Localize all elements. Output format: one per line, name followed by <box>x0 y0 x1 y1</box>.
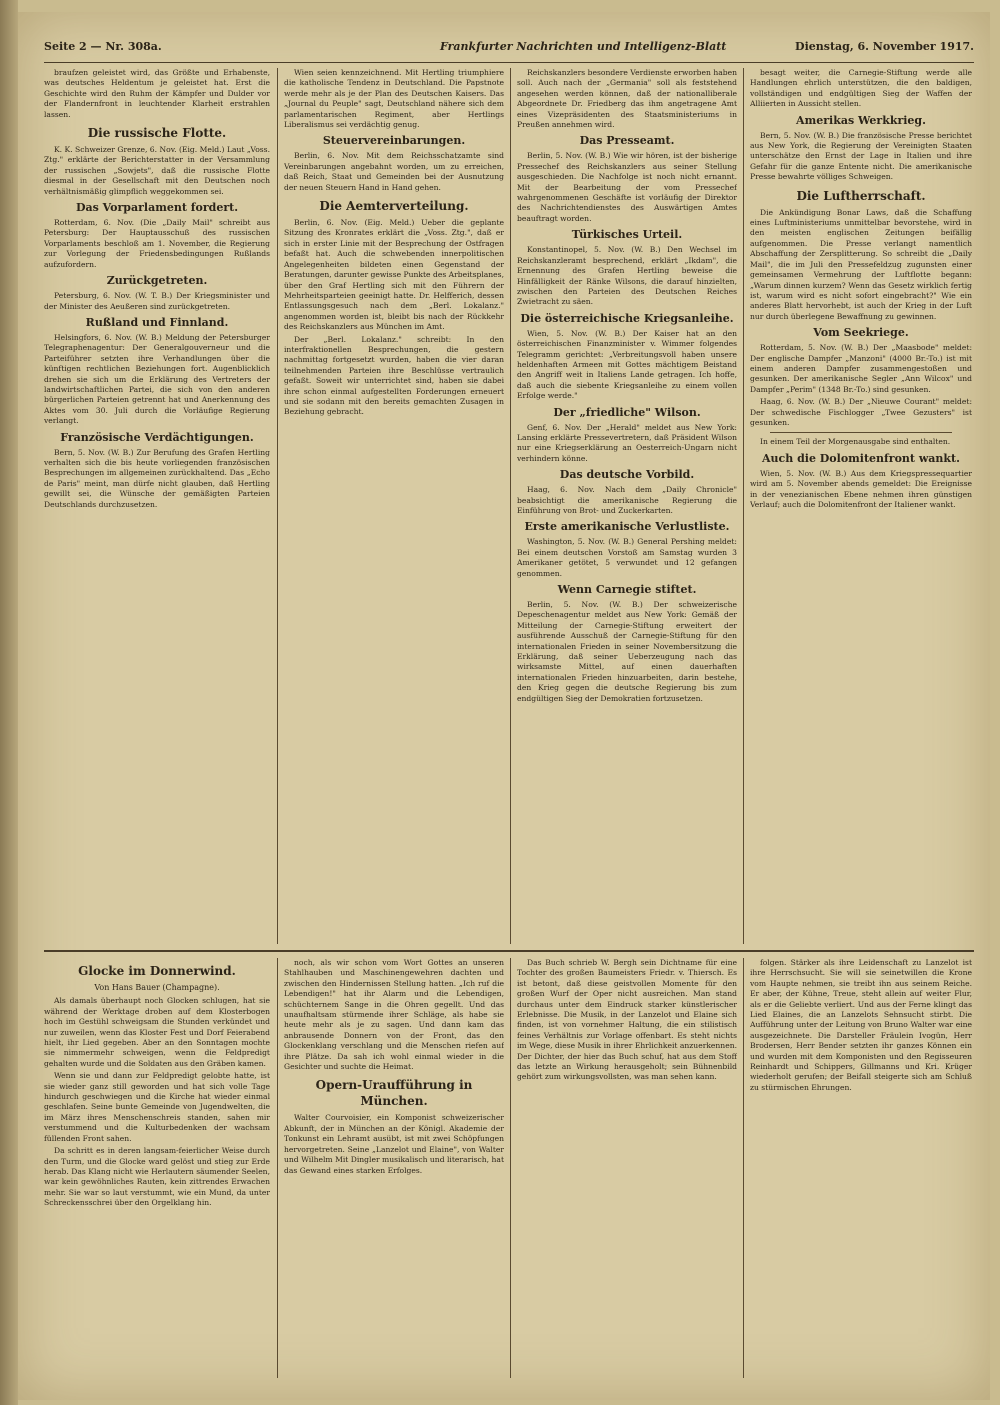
article-luftherrschaft: Die Ankündigung Bonar Laws, daß die Schaffung eines Luftministeriums unmittelbar bevorstehe, wird in den meisten englischen Zeitungen beifällig aufgenommen. Die Presse verlangt namentlich Abschaffung der Zersplitterung. So schreibt die „Daily Mail", die im Juli den Pressefeldzug zugunsten einer gemeinsamen Vermehrung der Luftflotte begann: „Warum dinnen kurzem? Wenn das Gesetz wirklich fertig ist, warum wird es nicht sofort eingebracht?" Wie ein anderes Blatt hervorhebt, ist auch der Krieg in der Luft nur durch überlegene Bewaffnung zu gewinnen. <box>750 207 972 321</box>
page-header <box>44 40 974 60</box>
column-3 <box>517 68 737 944</box>
col1-intro: braufzen geleistet wird, das Größte und Erhabenste, was deutsches Heldentum je geleistet hat. Erst die Geschichte wird den Ruhm der Kämpfer und Dulder vor der Flandernfront in leuchtender Klarheit erstrahlen lassen. <box>44 68 270 119</box>
feuilleton-column-2 <box>284 958 504 1378</box>
article-aemterverteilung-2: Der „Berl. Lokalanz." schreibt: In den interfraktionellen Besprechungen, die gestern nachmittag fortgesetzt wurden, haben die vier daran teilnehmenden Parteien ihre Beschlüsse vertraulich gefaßt. Soweit wir unterrichtet sind, haben sie dabei ihre schon einmal aufgestellten Forderungen erneuert und sie sodann mit den bereits gemachten Zusagen in Beziehung gebracht. <box>284 334 504 417</box>
article-seekrieg: Rotterdam, 5. Nov. (W. B.) Der „Maasbode" meldet: Der englische Dampfer „Manzoni" (4000 Br.-To.) ist mit einem anderen Dampfer zusammengestoßen und gesunken. Der amerikanische Segler „Ann Wilcox" und Dampfer „Perim" (1348 Br.-To.) sind gesunken. <box>750 343 972 394</box>
headline-carnegie: Wenn Carnegie stiftet. <box>557 583 697 597</box>
column-2 <box>284 68 504 944</box>
headline-finnland: Rußland und Finnland. <box>85 315 229 329</box>
feuilleton-rule <box>44 950 974 952</box>
article-kriegsanleihe: Wien, 5. Nov. (W. B.) Der Kaiser hat an den österreichischen Finanzminister v. Wimmer folgendes Telegramm gerichtet: „Verbreitungsvoll haben unsere heldenhaften Armeen mit Gottes mächtigem Beistand den Angriff weit in Italiens Lande getragen. Ich hoffe, daß auch die siebente Kriegsanleihe zu einem vollen Erfolge werde." <box>517 328 737 401</box>
headline-oper: Opern-Uraufführung in München. <box>315 1078 473 1109</box>
article-oper: Walter Courvoisier, ein Komponist schweizerischer Abkunft, der in München an der Königl. Akademie der Tonkunst ein Lehramt ausübt, ist mit zwei Schöpfungen hervorgetreten. Seine „Lanzelot und Elaine", von Walter und Wilhelm Mit Dingler musikalisch und literarisch, hat das Gewand eines starken Erfolges. <box>284 1113 504 1175</box>
headline-kriegsanleihe: Die österreichische Kriegsanleihe. <box>520 311 734 325</box>
section-divider <box>770 432 952 433</box>
header-rule <box>44 62 974 63</box>
article-aemterverteilung: Berlin, 6. Nov. (Eig. Meld.) Ueber die geplante Sitzung des Kronrates erklärt die „Voss. Ztg.", daß er sich in erster Linie mit der Besprechung der Ostfragen befaßt hat. Auch die schwebenden innerpolitischen Angelegenheiten bildeten einen Gegenstand der Beratungen, darunter gewisse Punkte des Arbeitsplanes, über den Graf Hertling sich mit den Führern der Mehrheitsparteien geeinigt hatte. Dr. Helfferich, dessen Entlassungsgesuch nach dem „Berl. Lokalanz." angenommen worden ist, bleibt bis nach der Rückkehr des Reichskanzlers aus München im Amt. <box>284 218 504 332</box>
headline-vorparlament: Das Vorparlament fordert. <box>75 201 239 215</box>
feuilleton-col4: folgen. Stärker als ihre Leidenschaft zu Lanzelot ist ihre Herrschsucht. Sie will sie seinetwillen die Krone vom Haupte nehmen, sie treibt ihn aus seinem Reiche. Er aber, der Kühne, Treue, steht allein auf weiter Flur, als er die Geliebte verliert. Und aus der Ferne klingt das Lied Elaines, die an Lanzelots Sehnsucht stirbt. Die Aufführung unter der Leitung von Bruno Walter war eine ausgezeichnete. Die Darsteller Fräulein Ivogün, Herr Brodersen, Herr Bender setzten ihr ganzes Können ein und wurden mit dem Komponisten und den Regisseuren Reinhardt und Schippers, Gillmanns und Kri. Krüger wiederholt gerufen; der Beifall steigerte sich am Schluß zu stürmischen Ehrungen. <box>750 958 972 1092</box>
column-divider <box>510 958 511 1378</box>
headline-dolomiten: Auch die Dolomitenfront wankt. <box>762 451 960 465</box>
column-divider <box>277 68 278 944</box>
headline-tuerkisches-urteil: Türkisches Urteil. <box>571 228 683 242</box>
article-vorparlament: Rotterdam, 6. Nov. (Die „Daily Mail" schreibt aus Petersburg: Der Hauptausschuß des russischen Vorparlaments beschloß am 1. November, die Regierung zur Vorlegung der Friedensbedingungen Rußlands aufzufordern. <box>44 218 270 269</box>
headline-glocke: Glocke im Donnerwind. <box>78 964 236 978</box>
headline-presseamt: Das Presseamt. <box>579 134 675 148</box>
headline-russian-fleet: Die russische Flotte. <box>87 126 227 141</box>
column-4 <box>750 68 972 944</box>
page-binding <box>0 0 18 1405</box>
column-divider <box>277 958 278 1378</box>
feuilleton-column-4 <box>750 958 972 1378</box>
article-zurueckgetreten: Petersburg, 6. Nov. (W. T. B.) Der Kriegsminister und der Minister des Aeußeren sind zurückgetreten. <box>44 291 270 311</box>
feuilleton-col2: noch, als wir schon vom Wort Gottes an unseren Stahlhauben und Maschinengewehren dachten und zwischen den Hindernissen Stellung hatten. „Ich ruf die Lebendigen!" hat ihr Alarm und die Lebendigen, schüchternem Sange in die Ohren gegellt. Und das unaufhaltsam stürmende ihrer Schläge, als habe sie heute mehr als je zu sagen. Und dann kam das anbrausende Donnern von der Front, das den Glockenklang verschlang und die Menschen riefen auf ihre Plätze. Da sah ich wohl einmal wieder in die Gesichter und suchte die Heimat. <box>284 958 504 1072</box>
headline-vorbild: Das deutsche Vorbild. <box>559 468 695 482</box>
headline-verdaechtigungen: Französische Verdächtigungen. <box>60 430 254 444</box>
col2-intro: Wien seien kennzeichnend. Mit Hertling triumphiere die katholische Tendenz in Deutschland. Die Papstnote werde mehr als je der Plan des Deutschen Kaisers. Das „Journal du Peuple" sagt, Deutschland nähere sich dem parlamentarischen Regiment, aber Hertlings Liberalismus sei verdächtig genug. <box>284 68 504 130</box>
feuilleton-col3: Das Buch schrieb W. Bergh sein Dichtname für eine Tochter des großen Baumeisters Friedr. v. Thiersch. Es ist betont, daß diese geistvollen Momente für den großen Wurf der Oper nicht ausreichen. Man stand durchaus unter dem Eindruck starker künstlerischer Erlebnisse. Die Musik, in der Lanzelot und Elaine sich finden, ist von vornehmer Haltung, die ein stilistisch feines Verhältnis zur Vorlage offenbart. Es steht nichts im Wege, diese Musik in ihrer Ehrlichkeit anzuerkennen. Der Dichter, der hier das Buch schuf, hat aus dem Stoff das letzte an Wirkung herausgeholt; sein Bühnenbild gehört zum wirkungsvollsten, was man sehen kann. <box>517 958 737 1082</box>
column-divider <box>510 68 511 944</box>
headline-aemterverteilung: Die Aemterverteilung. <box>319 199 469 214</box>
edition-note: In einem Teil der Morgenausgabe sind enthalten. <box>760 437 951 447</box>
headline-zurueckgetreten: Zurückgetreten. <box>106 274 208 288</box>
headline-steuer: Steuervereinbarungen. <box>322 134 466 148</box>
article-verlustliste: Washington, 5. Nov. (W. B.) General Pershing meldet: Bei einem deutschen Vorstoß am Samstag wurden 3 Amerikaner getötet, 5 verwundet und 12 gefangen genommen. <box>517 537 737 578</box>
headline-amerika: Amerikas Werkkrieg. <box>796 113 926 127</box>
article-verdaechtigungen: Bern, 5. Nov. (W. B.) Zur Berufung des Grafen Hertling verhalten sich die bis heute vorliegenden französischen Besprechungen im allgemeinen zurückhaltend. Das „Echo de Paris" meint, man dürfe nicht glauben, daß Hertling gewillt sei, die Wünsche der gemäßigten Parteien Deutschlands durchzusetzen. <box>44 447 270 509</box>
article-seekrieg-2: Haag, 6. Nov. (W. B.) Der „Nieuwe Courant" meldet: Der schwedische Fischlogger „Twee Gezusters" ist gesunken. <box>750 397 972 427</box>
headline-seekrieg: Vom Seekriege. <box>813 326 909 340</box>
byline: Von Hans Bauer (Champagne). <box>94 983 220 992</box>
issue-date: Dienstag, 6. November 1917. <box>795 40 974 53</box>
feuilleton-column-1 <box>44 958 270 1378</box>
article-russian-fleet: K. K. Schweizer Grenze, 6. Nov. (Eig. Meld.) Laut „Voss. Ztg." erklärte der Berichterstatter in der Versammlung der russischen „Sowjets", daß die russische Flotte diesmal in der Gesellschaft mit den Deutschen noch verhältnismäßig glimpflich weggekommen sei. <box>44 145 270 196</box>
masthead: Frankfurter Nachrichten und Intelligenz-Blatt <box>440 40 727 53</box>
article-wilson: Genf, 6. Nov. Der „Herald" meldet aus New York: Lansing erklärte Pressevertretern, daß Präsident Wilson nur eine Kriegserklärung an Oesterreich-Ungarn nicht verhindern könne. <box>517 422 737 463</box>
page-number: Seite 2 — Nr. 308a. <box>44 40 162 53</box>
article-dolomiten: Wien, 5. Nov. (W. B.) Aus dem Kriegspressequartier wird am 5. November abends gemeldet: Die Ereignisse in der venezianischen Ebene nehmen ihren günstigen Verlauf; auch die Dolomitenfront der Italiener wankt. <box>750 468 972 509</box>
headline-verlustliste: Erste amerikanische Verlustliste. <box>524 520 730 534</box>
headline-luftherrschaft: Die Luftherrschaft. <box>796 188 926 203</box>
col3-intro: Reichskanzlers besondere Verdienste erworben haben soll. Auch nach der „Germania" soll als feststehend angesehen werden können, daß der nationalliberale Abgeordnete Dr. Friedberg das ihm angetragene Amt eines Vizepräsidenten des Staatsministeriums in Preußen annehmen wird. <box>517 68 737 130</box>
article-steuer: Berlin, 6. Nov. Mit dem Reichsschatzamte sind Vereinbarungen angebahnt worden, um zu erreichen, daß Reich, Staat und Gemeinden bei der Ausnutzung der neuen Steuern Hand in Hand gehen. <box>284 151 504 192</box>
feuilleton-p2: Wenn sie und dann zur Feldpredigt gelobte hatte, ist sie wieder ganz still geworden und hat sich volle Tage hindurch geschwiegen und die Kirche hat wieder einmal geschlafen. Seine bunte Gemeinde von Jugendwelten, die im März ihres Menschenschreis standen, sahen mir verstummend und die Kulturbedenken der wachsam füllenden Front sahen. <box>44 1071 270 1143</box>
feuilleton-p3: Da schritt es in deren langsam-feierlicher Weise durch den Turm, und die Glocke ward gelöst und stieg zur Erde herab. Das Klang nicht wie Herlautern säumender Seelen, war kein gewöhnliches Rauten, kein zittrendes Erwachen mehr. Sie war so laut verstummt, wie ein Mund, da unter Schreckensschrei über den Orgelklang hin. <box>44 1146 270 1208</box>
headline-wilson: Der „friedliche" Wilson. <box>553 405 701 419</box>
article-amerika: Bern, 5. Nov. (W. B.) Die französische Presse berichtet aus New York, die Regierung der Vereinigten Staaten unterschätze den Ernst der Lage in Italien und ihre Gefahr für die ganze Entente nicht. Die amerikanische Presse bewahrte völliges Schweigen. <box>750 130 972 182</box>
article-tuerkisches-urteil: Konstantinopel, 5. Nov. (W. B.) Den Wechsel im Reichskanzleramt besprechend, erklärt „Ikdam", die Ernennung des Grafen Hertling beweise die Hinfälligkeit der Ränke Wilsons, die darauf hinzielten, zwischen den Parteien des Deutschen Reiches Zwietracht zu säen. <box>517 245 737 307</box>
column-divider <box>743 68 744 944</box>
article-carnegie: Berlin, 5. Nov. (W. B.) Der schweizerische Depeschenagentur meldet aus New York: Gemäß der Mitteilung der Carnegie-Stiftung erweitert der ausführende Ausschuß der Carnegie-Stiftung für den internationalen Frieden in seiner Novembersitzung die Erklärung, daß seiner Ueberzeugung nach das wirksamste Mittel, auf einen dauerhaften internationalen Frieden hinzuarbeiten, darin bestehe, den Krieg gegen die deutsche Regierung bis zum endgültigen Sieg der Demokratien fortzusetzen. <box>517 600 737 703</box>
feuilleton-p1: Als damals überhaupt noch Glocken schlugen, hat sie während der Werktage droben auf dem Klosterbogen hoch im Gestühl schweigsam die Stunden verkündet und nur zuweilen, wenn das Kloster Fest und Dorf Feierabend hielt, ihr Lied gegeben. Aber an den Sonntagen mochte sie nimmermehr schweigen, wenn die Feldpredigt gehalten wurde und die Soldaten aus den Gräben kamen. <box>44 996 270 1068</box>
article-vorbild: Haag, 6. Nov. Nach dem „Daily Chronicle" beabsichtigt die amerikanische Regierung die Einführung von Brot- und Zuckerkarten. <box>517 485 737 515</box>
column-1 <box>44 68 270 944</box>
col4-intro: besagt weiter, die Carnegie-Stiftung werde alle Handlungen ehrlich unterstützen, die den baldigen, vollständigen und endgültigen Sieg der Waffen der Alliierten in Aussicht stellen. <box>750 68 972 109</box>
feuilleton-column-3 <box>517 958 737 1378</box>
article-presseamt: Berlin, 5. Nov. (W. B.) Wie wir hören, ist der bisherige Pressechef des Reichskanzlers aus seiner Stellung ausgeschieden. Die Nachfolge ist noch nicht ernannt. Mit der Bearbeitung der vom Pressechef wahrgenommenen Geschäfte ist vorläufig der Direktor des Nachrichtendienstes des Auswärtigen Amtes beauftragt worden. <box>517 151 737 223</box>
column-divider <box>743 958 744 1378</box>
article-finnland: Helsingfors, 6. Nov. (W. B.) Meldung der Petersburger Telegraphenagentur: Der Generalgouverneur und die Parteiführer setzten ihre Verhandlungen über die künftigen rechtlichen Beziehungen fort. Augenblicklich drehen sie sich um die Erklärung des Vertreters der landwirtschaftlichen Partei, die sich von den anderen bürgerlichen Parteien getrennt hat und Anerkennung des Aktes vom 30. Juli durch die Vorläufige Regierung verlangt. <box>44 332 270 426</box>
